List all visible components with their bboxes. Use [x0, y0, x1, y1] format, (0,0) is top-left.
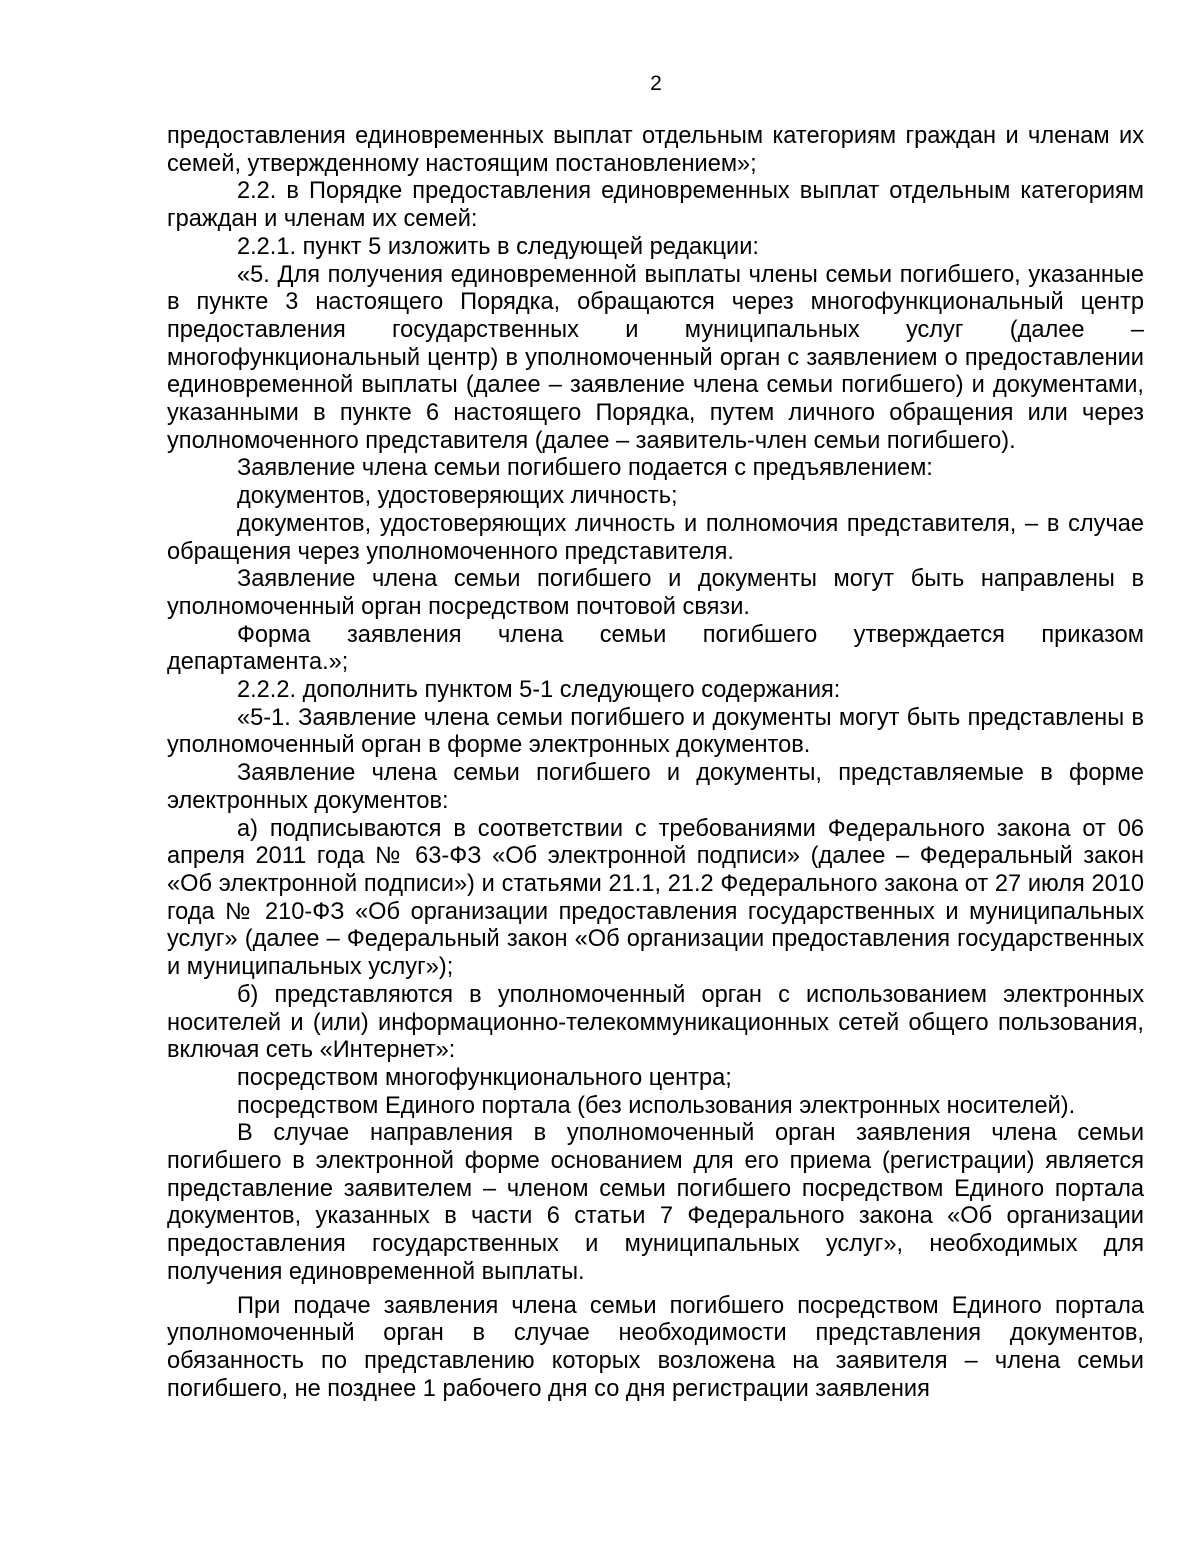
paragraph-item-a: а) подписываются в соответствии с требованиями Федерального закона от 06 апреля 2011 года № 63-ФЗ «Об электронной подписи» (далее – Федеральный закон «Об электронной подписи») и статьями 21.1, 21.2 Федерального закона от 27 июля 2010 года № 210-ФЗ «Об организации предоставления государственных и муниципальных услуг» (далее – Федеральный закон «Об организации предоставления государственных и муниципальных услуг»); [167, 815, 1144, 981]
paragraph: Форма заявления члена семьи погибшего утверждается приказом департамента.»; [167, 621, 1144, 676]
paragraph: документов, удостоверяющих личность и полномочия представителя, – в случае обращения через уполномоченного представителя. [167, 510, 1144, 565]
paragraph: Заявление члена семьи погибшего и документы, представляемые в форме электронных документов: [167, 760, 1144, 814]
document-body [167, 123, 1144, 1403]
paragraph: Заявление члена семьи погибшего и документы могут быть направлены в уполномоченный орган посредством почтовой связи. [167, 566, 1144, 620]
paragraph: При подаче заявления члена семьи погибшего посредством Единого портала уполномоченный орган в случае необходимости представления документов, обязанность по представлению которых возложена на заявителя – члена семьи погибшего, не позднее 1 рабочего дня со дня регистрации заявления [167, 1292, 1144, 1402]
paragraph-2-2: 2.2. в Порядке предоставления единовременных выплат отдельным категориям граждан и членам их семей: [167, 178, 1144, 233]
paragraph: документов, удостоверяющих личность; [237, 483, 678, 510]
paragraph-point-5: «5. Для получения единовременной выплаты члены семьи погибшего, указанные в пункте 3 настоящего Порядка, обращаются через многофункциональный центр предоставления государственных и муниципальных услуг (далее – многофункциональный центр) в уполномоченный орган с заявлением о предоставлении единовременной выплаты (далее – заявление члена семьи погибшего) и документами, указанными в пункте 6 настоящего Порядка, путем личного обращения или через уполномоченного представителя (далее – заявитель-член семьи погибшего). [167, 261, 1144, 454]
paragraph-2-2-1: 2.2.1. пункт 5 изложить в следующей редакции: [237, 233, 759, 260]
paragraph-point-5-1: «5-1. Заявление члена семьи погибшего и документы могут быть представлены в уполномоченный орган в форме электронных документов. [167, 704, 1144, 759]
paragraph: В случае направления в уполномоченный орган заявления члена семьи погибшего в электронной форме основанием для его приема (регистрации) является представление заявителем – членом семьи погибшего посредством Единого портала документов, указанных в части 6 статьи 7 Федерального закона «Об организации предоставления государственных и муниципальных услуг», необходимых для получения единовременной выплаты. [167, 1120, 1144, 1285]
paragraph-continuation: предоставления единовременных выплат отдельным категориям граждан и членам их семей, утвержденному настоящим постановлением»; [167, 123, 1144, 177]
paragraph: посредством многофункционального центра; [237, 1064, 732, 1091]
page-number: 2 [650, 72, 662, 95]
paragraph: Заявление члена семьи погибшего подается с предъявлением: [237, 455, 933, 482]
paragraph-item-b: б) представляются в уполномоченный орган с использованием электронных носителей и (или) информационно-телекоммуникационных сетей общего пользования, включая сеть «Интернет»: [167, 981, 1144, 1064]
paragraph: посредством Единого портала (без использования электронных носителей). [237, 1092, 1076, 1119]
paragraph-2-2-2: 2.2.2. дополнить пунктом 5-1 следующего содержания: [237, 677, 841, 704]
